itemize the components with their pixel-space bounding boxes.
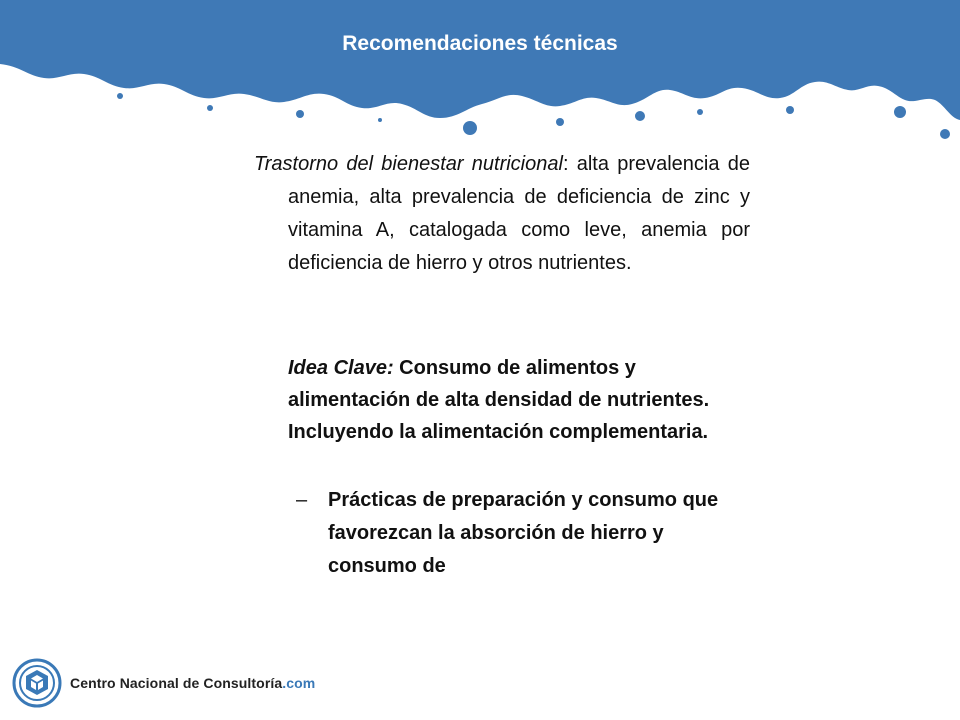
- paragraph-key-idea: [288, 352, 758, 448]
- logo-wordmark: [70, 675, 315, 691]
- paragraph-diagnosis: [254, 148, 750, 280]
- header-banner: [0, 0, 960, 160]
- paint-splash-banner: [0, 0, 960, 160]
- bullet-dash: –: [296, 489, 308, 511]
- sub-bullet-text: Prácticas de preparación y consumo que favorezcan la absorción de hierro y consumo de: [328, 489, 719, 577]
- logo-name: Centro Nacional de Consultoría: [70, 675, 283, 691]
- key-idea-label: Idea Clave:: [288, 357, 394, 379]
- logo-domain: .com: [282, 675, 316, 691]
- paragraph-diagnosis-text: : alta prevalencia de anemia, alta prevalencia de deficiencia de zinc y vitamina A, catalogada como leve, anemia por deficiencia de hierro y otros nutrientes.: [288, 153, 750, 274]
- cnc-cube-logo-icon: [12, 658, 62, 708]
- paragraph-diagnosis-lead: Trastorno del bienestar nutricional: [254, 153, 563, 175]
- company-logo: [12, 656, 315, 710]
- slide-title: Recomendaciones técnicas: [342, 32, 618, 55]
- sub-bullet-item: [296, 484, 766, 583]
- key-idea-text: Consumo de alimentos y alimentación de alta densidad de nutrientes. Incluyendo la alimentación complementaria.: [288, 357, 710, 443]
